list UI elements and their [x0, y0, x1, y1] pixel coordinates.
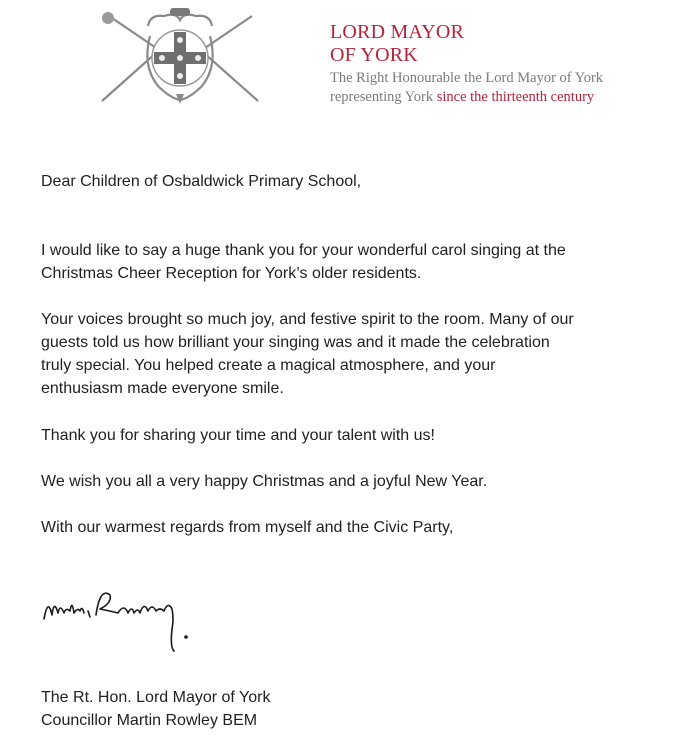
paragraph-thanks — [41, 239, 566, 285]
signatory-block — [41, 686, 270, 732]
letterhead-title-line2: OF YORK — [330, 44, 418, 66]
signatory-title: The Rt. Hon. Lord Mayor of York — [41, 689, 271, 706]
paragraph-line: I would like to say a huge thank you for your wonderful carol singing at the — [41, 242, 566, 259]
paragraph-voices — [41, 308, 574, 400]
closing: With our warmest regards from myself and the Civic Party, — [41, 519, 454, 536]
coat-of-arms-icon — [92, 6, 268, 106]
paragraph-wishes: We wish you all a very happy Christmas and a joyful New Year. — [41, 473, 488, 490]
subtitle-red-part: since the thirteenth century — [436, 89, 595, 105]
paragraph-line: Your voices brought so much joy, and festive spirit to the room. Many of our — [41, 311, 574, 328]
subtitle-grey-part: representing York — [330, 89, 437, 105]
paragraph-line: guests told us how brilliant your singing was and it made the celebration — [41, 334, 550, 351]
letterhead-title — [330, 21, 464, 67]
letterhead-subtitle-line2 — [330, 88, 603, 107]
signatory-name: Councillor Martin Rowley BEM — [41, 712, 258, 729]
paragraph-sharing: Thank you for sharing your time and your talent with us! — [41, 427, 435, 444]
paragraph-line: Christmas Cheer Reception for York’s older residents. — [41, 265, 422, 282]
salutation: Dear Children of Osbaldwick Primary School, — [41, 173, 362, 190]
paragraph-line: truly special. You helped create a magical atmosphere, and your — [41, 357, 496, 374]
letterhead-title-line1: LORD MAYOR — [330, 21, 465, 43]
letterhead-subtitle — [330, 69, 603, 107]
handwritten-signature-icon — [40, 585, 240, 657]
paragraph-line: enthusiasm made everyone smile. — [41, 380, 284, 397]
letterhead-subtitle-line1: The Right Honourable the Lord Mayor of York — [330, 70, 604, 86]
